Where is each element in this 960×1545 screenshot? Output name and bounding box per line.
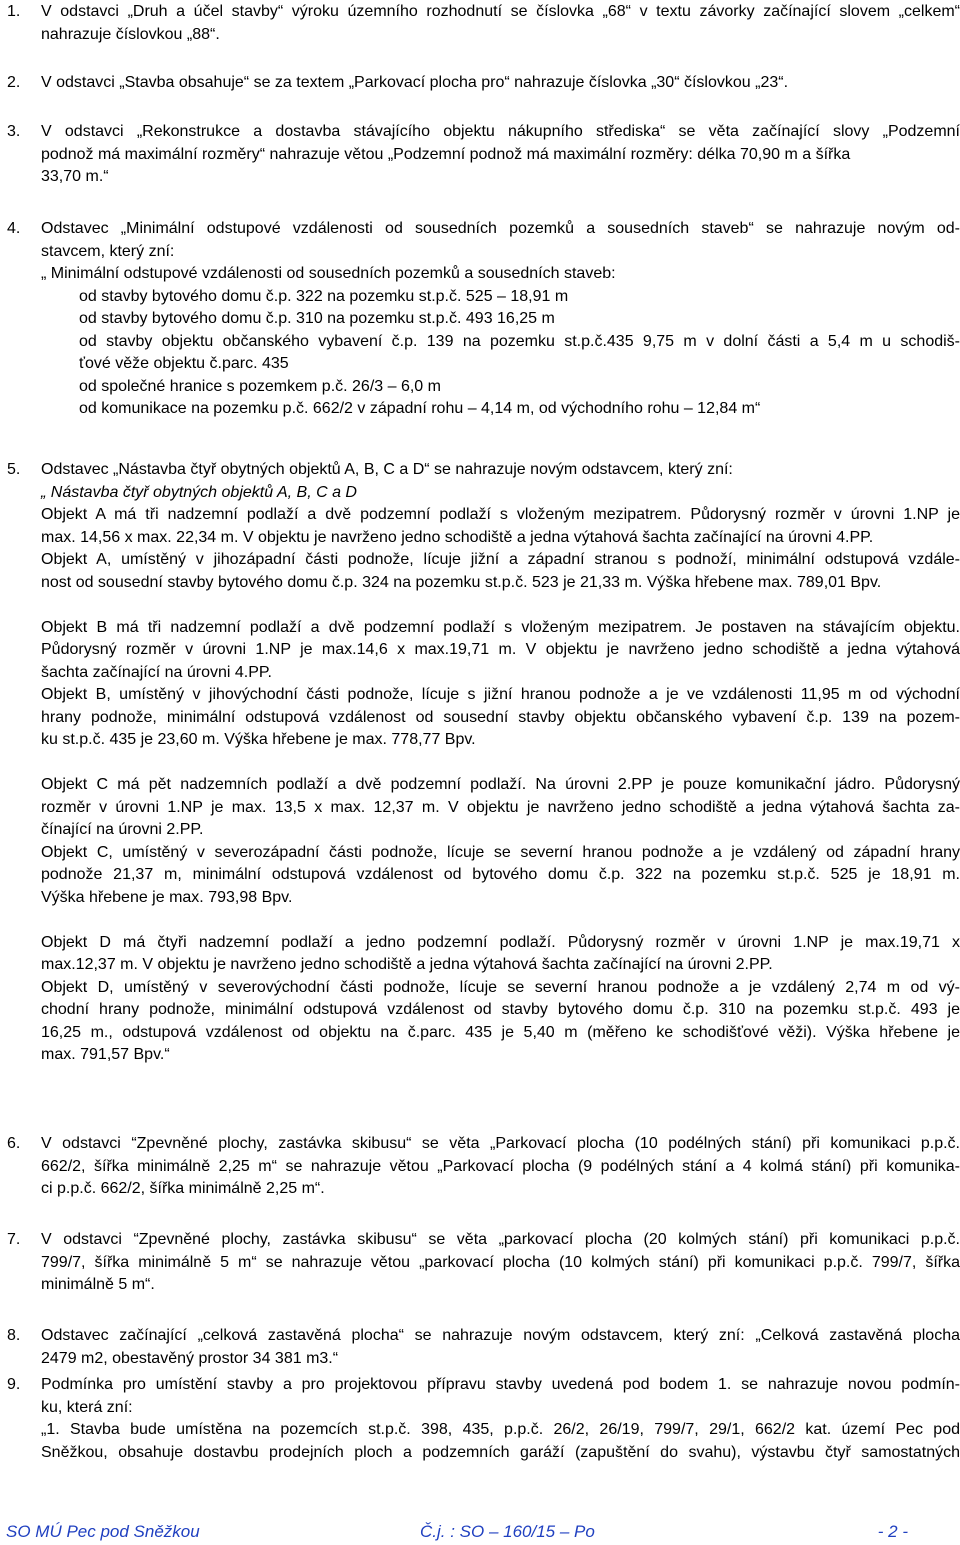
item-number: 2. (7, 74, 21, 91)
footer-page-number: - 2 - (877, 1522, 908, 1541)
text-line: podnože 21,37 m, minimální odstupová vzdálenost od bytového domu č.p. 322 na pozemku st.p.č. 525 je 18,91 m. (41, 866, 960, 883)
text-line: Objekt B má tři nadzemní podlaží a dvě podzemní podlaží s vloženým mezipatrem. Je postaven na stávajícím objektu. (41, 618, 960, 636)
item-number: 3. (7, 123, 21, 140)
text-line: 799/7, šířka minimálně 5 m“ se nahrazuje větou „parkovací plocha (10 kolmých stání) při komunikaci p.p.č. 799/7, šířka (41, 1253, 960, 1271)
item-text (41, 121, 960, 189)
text-line: Objekt C, umístěný v severozápadní části podnože, lícuje se severní hranou podnože a je vzdálený od západní hrany (41, 843, 960, 861)
text-line: Objekt A má tři nadzemní podlaží a dvě podzemní podlaží s vloženým mezipatrem. Půdorysný rozměr v úrovni 1.NP je (41, 506, 960, 523)
item-number: 6. (7, 1135, 21, 1152)
text-line: čínající na úrovni 2.PP. (41, 821, 204, 838)
text-line: podnož má maximální rozměry“ nahrazuje větou „Podzemní podnož má maximální rozměry: délka 70,90 m a šířka (41, 145, 851, 163)
item-text (41, 459, 960, 1067)
paragraph-gap (41, 594, 960, 617)
text-line: od společné hranice s pozemkem p.č. 26/3 – 6,0 m (79, 377, 441, 395)
text-line: od stavby bytového domu č.p. 310 na pozemku st.p.č. 493 16,25 m (79, 310, 555, 327)
text-line: Objekt C má pět nadzemních podlaží a dvě podzemní podlaží. Na úrovni 2.PP je pouze komunikační jádro. Půdorysný (41, 776, 960, 793)
text-line: nost od sousední stavby bytového domu č.p. 324 na pozemku st.p.č. 523 je 21,33 m. Výška hřebene max. 789,01 Bpv. (41, 573, 882, 591)
text-line: Výška hřebene je max. 793,98 Bpv. (41, 888, 293, 906)
list-item (0, 72, 960, 95)
text-line: Odstavec začínající „celková zastavěná plocha“ se nahrazuje novým odstavcem, který zní: „Celková zastavěná plocha (41, 1327, 960, 1344)
text-line: rozměr v úrovni 1.NP je max. 13,5 x max. 12,37 m. V objektu je navrženo jedno schodiště a jedna výtahová šachta za- (41, 798, 960, 816)
text-line: nahrazuje číslovkou „88“. (41, 25, 220, 43)
text-line: max.12,37 m. V objektu je navrženo jedno schodiště a jedna výtahová šachta začínající na úrovni 2.PP. (41, 956, 773, 973)
item-text (41, 218, 960, 421)
text-line: od stavby objektu občanského vybavení č.p. 139 na pozemku st.p.č.435 9,75 m v dolní části a 5,4 m u schodiš- (79, 332, 960, 350)
text-line: hrany podnože, minimální odstupová vzdálenost od sousední stavby objektu občanského vybavení č.p. 139 na pozem- (41, 708, 960, 726)
text-line: „ Minimální odstupové vzdálenosti od sousedních pozemků a sousedních staveb: (41, 265, 616, 282)
text-line: „1. Stavba bude umístěna na pozemcích st.p.č. 398, 435, p.p.č. 26/2, 26/19, 799/7, 29/1, 662/2 kat. území Pec pod (41, 1421, 960, 1438)
item-number: 4. (7, 220, 21, 237)
text-line: V odstavci „Rekonstrukce a dostavba stávajícího objektu nákupního střediska“ se věta začínající slovy „Podzemní (41, 123, 960, 140)
text-line: 16,25 m., odstupová vzdálenost od objektu na č.parc. 435 je 5,40 m (měřeno ke schodišťové věži). Výška hřebene je (41, 1023, 960, 1041)
list-item (0, 1133, 960, 1201)
page-footer (0, 1522, 960, 1544)
text-line: „ Nástavba čtyř obytných objektů A, B, C a D (41, 483, 357, 501)
text-line: od stavby bytového domu č.p. 322 na pozemku st.p.č. 525 – 18,91 m (79, 287, 569, 305)
item-number: 8. (7, 1327, 21, 1344)
text-line: max. 14,56 x max. 22,34 m. V objektu je navrženo jedno schodiště a jedna výtahová šachta začínající na úrovni 4.PP. (41, 528, 874, 546)
text-line: ku, která zní: (41, 1398, 133, 1416)
text-line: Objekt A, umístěný v jihozápadní části podnože, lícuje jižní a západní stranou s podnoží, minimální odstupová vzdále- (41, 551, 960, 568)
text-line: šachta začínající na úrovni 4.PP. (41, 663, 272, 681)
item-text (41, 1325, 960, 1370)
list-item (0, 459, 960, 1067)
item-text (41, 1374, 960, 1464)
footer-office: SO MÚ Pec pod Sněžkou (6, 1522, 200, 1541)
footer-reference-number: Č.j. : SO – 160/15 – Po (420, 1522, 595, 1541)
list-item (0, 121, 960, 189)
list-item (0, 1229, 960, 1297)
text-line: 662/2, šířka minimálně 2,25 m“ se nahrazuje větou „Parkovací plocha (9 podélných stání a 4 kolmá stání) při komunika- (41, 1157, 960, 1175)
item-number: 1. (7, 3, 21, 20)
text-line: V odstavci “Zpevněné plochy, zastávka skibusu“ se věta „parkovací plocha (20 kolmých stání) při komunikaci p.p.č. (41, 1231, 960, 1248)
text-line: stavcem, který zní: (41, 242, 175, 260)
list-item (0, 1, 960, 46)
item-text (41, 1, 960, 46)
text-line: Objekt D, umístěný v severovýchodní části podnože, lícuje se severní hranou podnože a je vzdálený 2,74 m od vý- (41, 978, 960, 996)
item-text (41, 1133, 960, 1201)
text-line: minimálně 5 m“. (41, 1276, 155, 1293)
item-text (41, 1229, 960, 1297)
text-line: V odstavci “Zpevněné plochy, zastávka skibusu“ se věta „Parkovací plocha (10 podélných stání) při komunikaci p.p.č. (41, 1135, 960, 1152)
item-text (41, 72, 960, 95)
text-line: od komunikace na pozemku p.č. 662/2 v západní rohu – 4,14 m, od východního rohu – 12,84 m“ (79, 400, 761, 417)
text-line: V odstavci „Stavba obsahuje“ se za textem „Parkovací plocha pro“ nahrazuje číslovka „30“ číslovkou „23“. (41, 74, 789, 91)
text-line: Objekt D má čtyři nadzemní podlaží a jedno podzemní podlaží. Půdorysný rozměr v úrovni 1.NP je max.19,71 x (41, 933, 960, 951)
text-line: max. 791,57 Bpv.“ (41, 1046, 170, 1063)
text-line: Sněžkou, obsahuje dostavbu prodejních ploch a podzemních garáží (zapuštění do svahu), výstavbu čtyř samostatných (41, 1443, 960, 1461)
item-number: 9. (7, 1376, 21, 1393)
paragraph-gap (41, 909, 960, 932)
text-line: chodní hrany podnože, minimální odstupová vzdálenost od stavby bytového domu č.p. 310 na pozemku st.p.č. 493 je (41, 1001, 960, 1018)
text-line: ci p.p.č. 662/2, šířka minimálně 2,25 m“. (41, 1180, 325, 1197)
text-line: 33,70 m.“ (41, 168, 109, 185)
item-number: 5. (7, 461, 21, 478)
list-item (0, 1374, 960, 1464)
list-item (0, 218, 960, 421)
text-line: Odstavec „Minimální odstupové vzdálenosti od sousedních pozemků a sousedních staveb“ se nahrazuje novým od- (41, 220, 960, 237)
text-line: Odstavec „Nástavba čtyř obytných objektů A, B, C a D“ se nahrazuje novým odstavcem, který zní: (41, 461, 733, 478)
list-item (0, 1325, 960, 1370)
text-line: Objekt B, umístěný v jihovýchodní části podnože, lícuje s jižní hranou podnože a je ve vzdálenosti 11,95 m od východní (41, 686, 960, 703)
text-line: 2479 m2, obestavěný prostor 34 381 m3.“ (41, 1349, 339, 1367)
paragraph-gap (41, 752, 960, 775)
item-number: 7. (7, 1231, 21, 1248)
text-line: Podmínka pro umístění stavby a pro projektovou přípravu stavby uvedená pod bodem 1. se nahrazuje novou podmín- (41, 1376, 960, 1393)
text-line: ku st.p.č. 435 je 23,60 m. Výška hřebene je max. 778,77 Bpv. (41, 731, 476, 748)
text-line: Půdorysný rozměr v úrovni 1.NP je max.14,6 x max.19,71 m. V objektu je navrženo jedno schodiště a jedna výtahová (41, 641, 960, 658)
text-line: ťové věže objektu č.parc. 435 (79, 355, 289, 372)
text-line: V odstavci „Druh a účel stavby“ výroku územního rozhodnutí se číslovka „68“ v textu závorky začínající slovem „celkem“ (41, 3, 960, 20)
